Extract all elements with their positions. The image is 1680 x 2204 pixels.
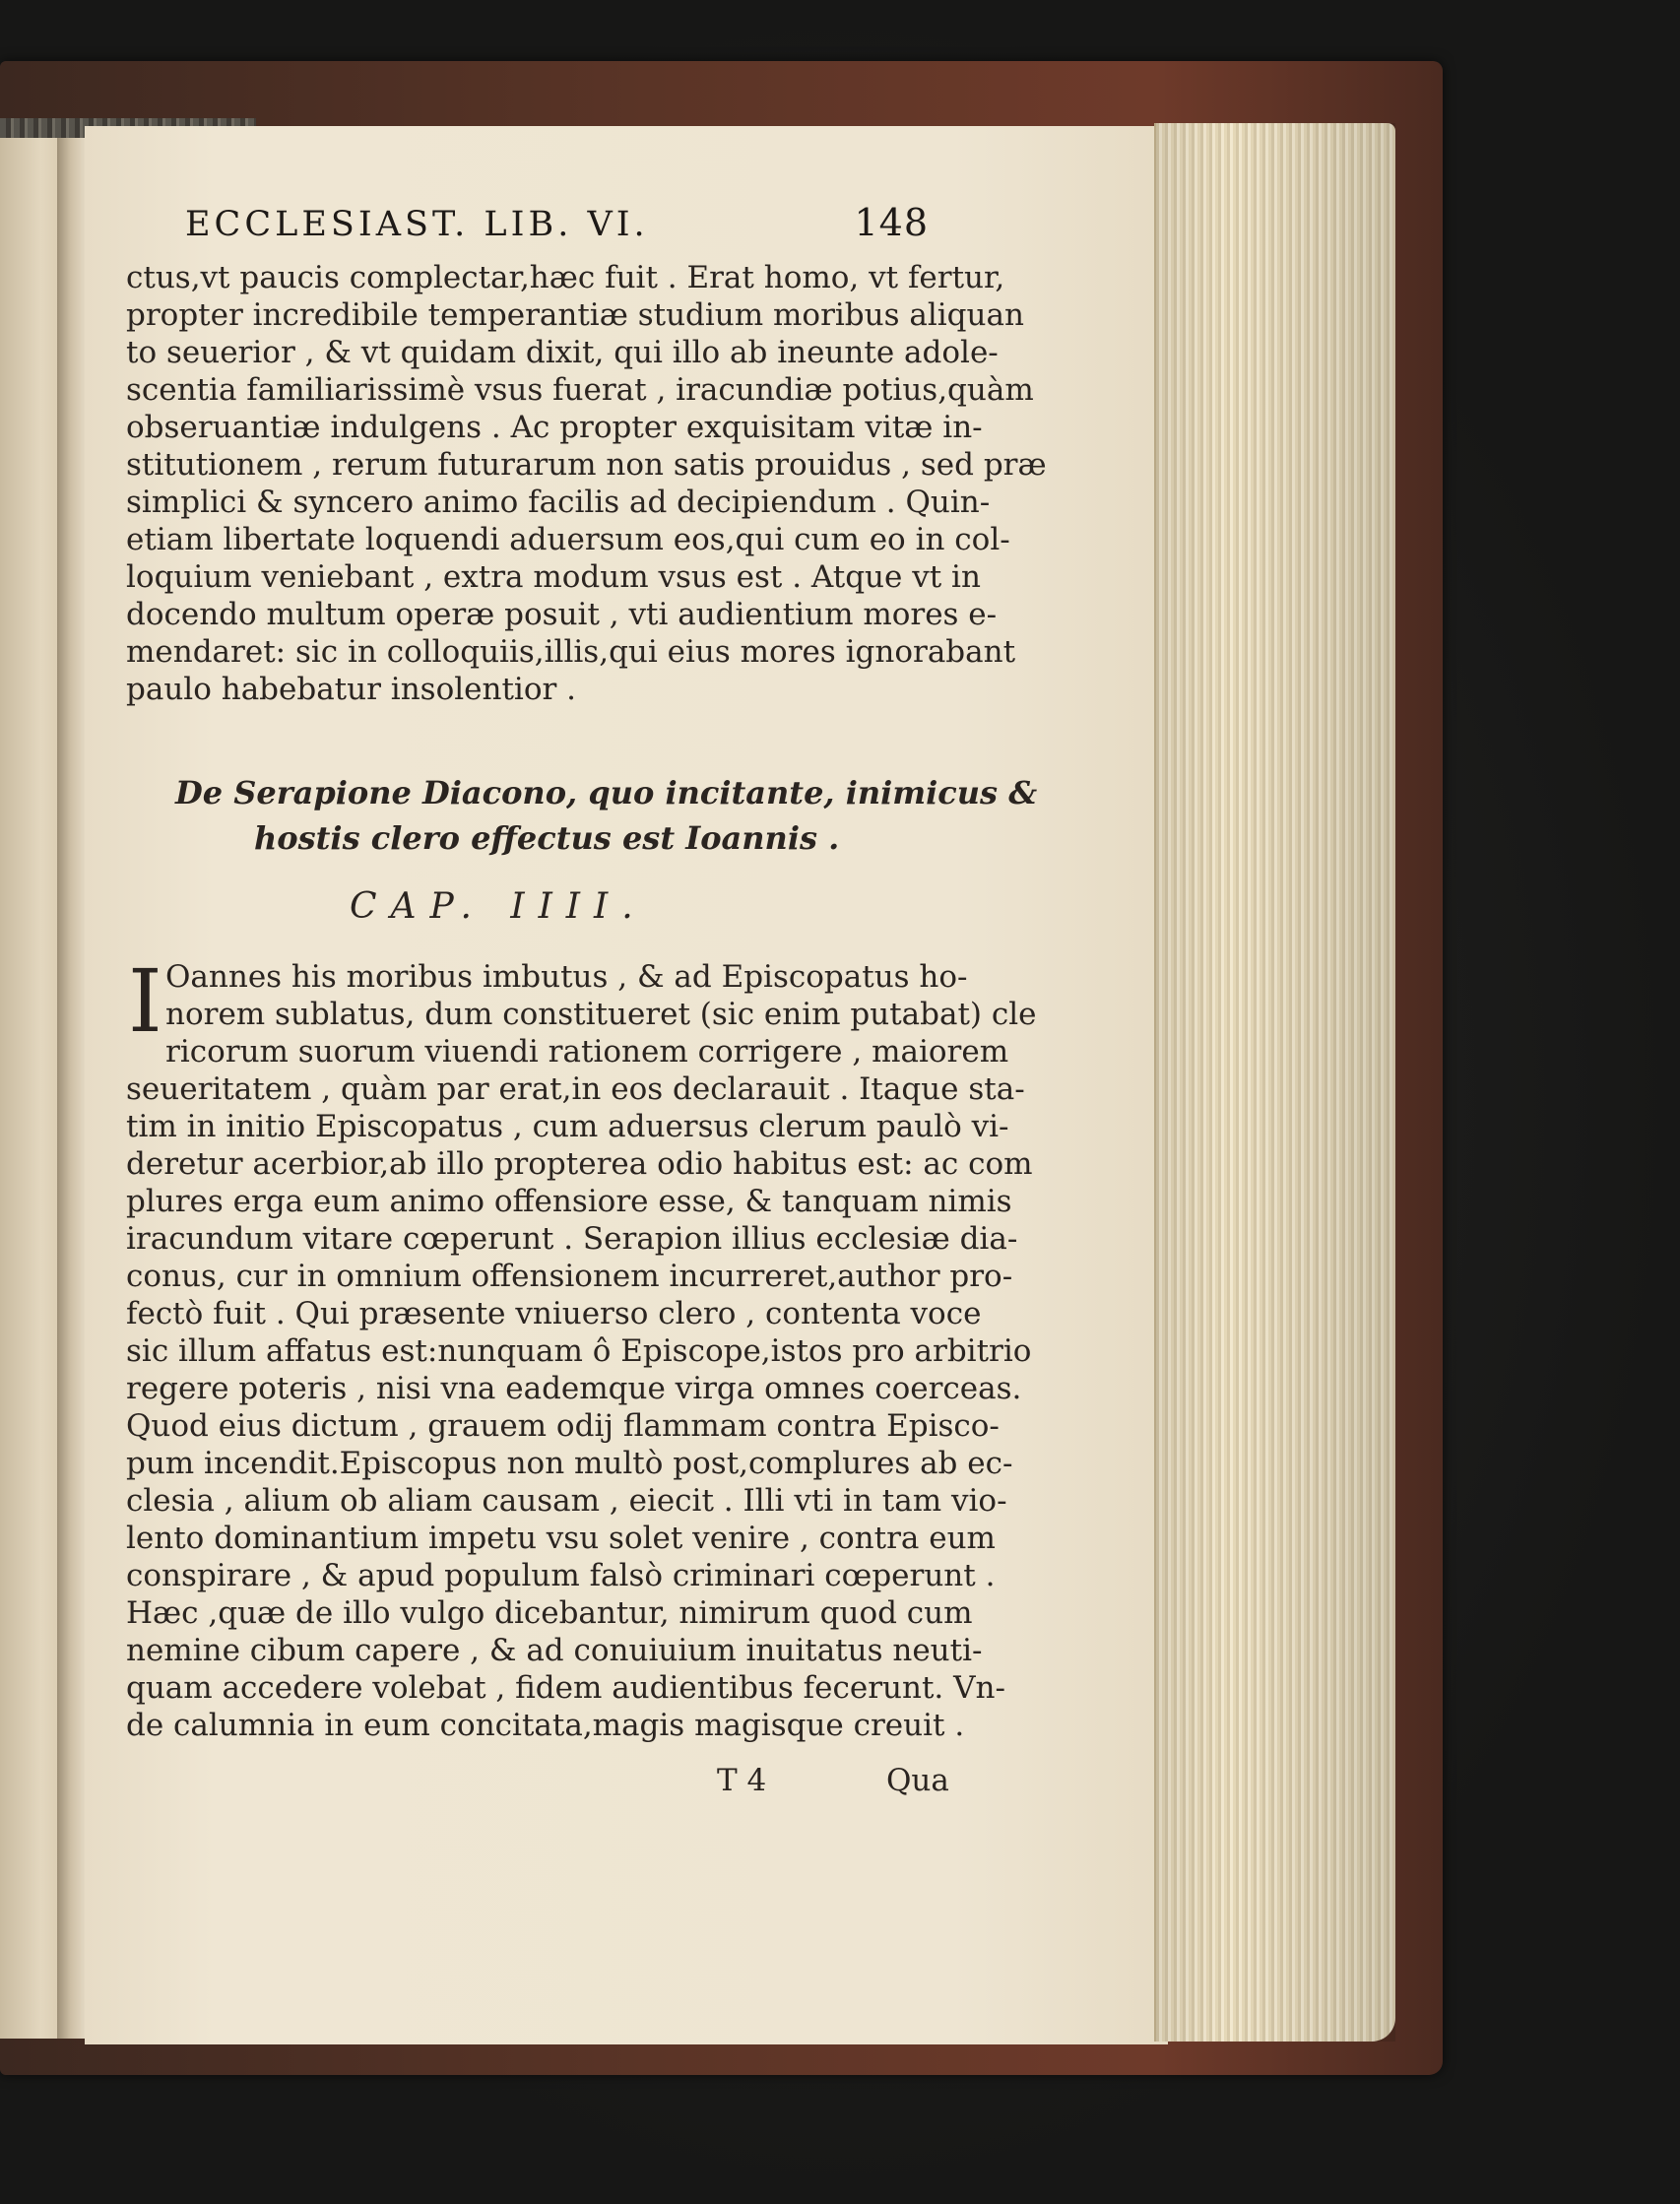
text-line: ctus,vt paucis complectar,hæc fuit . Erat homo, vt fertur,	[126, 260, 1005, 295]
text-line: quam accedere volebat , fidem audientibus fecerunt. Vn-	[126, 1670, 1005, 1706]
text-line: seueritatem , quàm par erat,in eos declarauit . Itaque sta-	[126, 1071, 1025, 1107]
paragraph-chapter	[126, 950, 1037, 1765]
text-line: loquium veniebant , extra modum vsus est . Atque vt in	[126, 559, 981, 595]
text-line: lento dominantium impetu vsu solet venire , contra eum	[126, 1521, 996, 1556]
text-line: stitutionem , rerum futurarum non satis prouidus , sed præ	[126, 447, 1047, 483]
chapter-heading-line: De Serapione Diacono, quo incitante, inimicus &	[175, 774, 1038, 811]
running-title: ECCLESIAST. LIB. VI.	[185, 205, 649, 244]
text-line: conus, cur in omnium offensionem incurreret,author pro-	[126, 1259, 1013, 1294]
text-line: ricorum suorum viuendi rationem corrigere , maiorem	[165, 1034, 1009, 1070]
text-line: regere poteris , nisi vna eademque virga omnes coerceas.	[126, 1371, 1022, 1406]
text-line: to seuerior , & vt quidam dixit, qui illo ab ineunte adole-	[126, 335, 999, 370]
text-line: norem sublatus, dum constitueret (sic enim putabat) cle	[165, 997, 1037, 1032]
text-line: propter incredibile temperantiæ studium moribus aliquan	[126, 297, 1024, 333]
text-line: Oannes his moribus imbutus , & ad Episcopatus ho-	[165, 959, 968, 995]
text-line: mendaret: sic in colloquiis,illis,qui eius mores ignorabant	[126, 634, 1016, 670]
drop-cap: I	[128, 950, 162, 1052]
chapter-heading-line: hostis clero effectus est Ioannis .	[254, 819, 840, 857]
text-line: iracundum vitare cœperunt . Serapion illius ecclesiæ dia-	[126, 1221, 1018, 1257]
text-line: Hæc ,quæ de illo vulgo dicebantur, nimirum quod cum	[126, 1595, 973, 1631]
text-line: clesia , alium ob aliam causam , eiecit . Illi vti in tam vio-	[126, 1483, 1007, 1519]
text-line: simplici & syncero animo facilis ad decipiendum . Quin-	[126, 485, 991, 520]
page-number: 148	[854, 201, 929, 244]
running-header	[185, 201, 929, 254]
catchword: Qua	[886, 1763, 949, 1798]
text-line: sic illum affatus est:nunquam ô Episcope,istos pro arbitrio	[126, 1333, 1032, 1369]
text-line: fectò fuit . Qui præsente vniuerso clero , contenta voce	[126, 1296, 982, 1331]
text-line: scentia familiarissimè vsus fuerat , iracundiæ potius,quàm	[126, 372, 1034, 408]
text-line: conspirare , & apud populum falsò criminari cœperunt .	[126, 1558, 996, 1593]
text-line: Quod eius dictum , grauem odij flammam contra Episco-	[126, 1408, 1000, 1444]
text-line: nemine cibum capere , & ad conuiuium inuitatus neuti-	[126, 1633, 983, 1668]
text-line: etiam libertate loquendi aduersum eos,qui cum eo in col-	[126, 522, 1010, 557]
text-line: paulo habebatur insolentior .	[126, 672, 577, 707]
text-line: docendo multum operæ posuit , vti audientium mores e-	[126, 597, 998, 632]
text-line: obseruantiæ indulgens . Ac propter exquisitam vitæ in-	[126, 410, 983, 445]
paragraph-continuation	[126, 258, 1047, 721]
chapter-label: CAP. IIII.	[350, 886, 647, 927]
text-line: deretur acerbior,ab illo propterea odio habitus est: ac com	[126, 1146, 1033, 1182]
text-line: de calumnia in eum concitata,magis magisque creuit .	[126, 1708, 965, 1743]
page-edges	[1154, 123, 1395, 2042]
text-line: plures erga eum animo offensiore esse, & tanquam nimis	[126, 1184, 1012, 1219]
text-line: tim in initio Episcopatus , cum aduersus clerum paulò vi-	[126, 1109, 1009, 1144]
text-line: pum incendit.Episcopus non multò post,complures ab ec-	[126, 1446, 1013, 1481]
signature-mark: T 4	[717, 1763, 767, 1798]
